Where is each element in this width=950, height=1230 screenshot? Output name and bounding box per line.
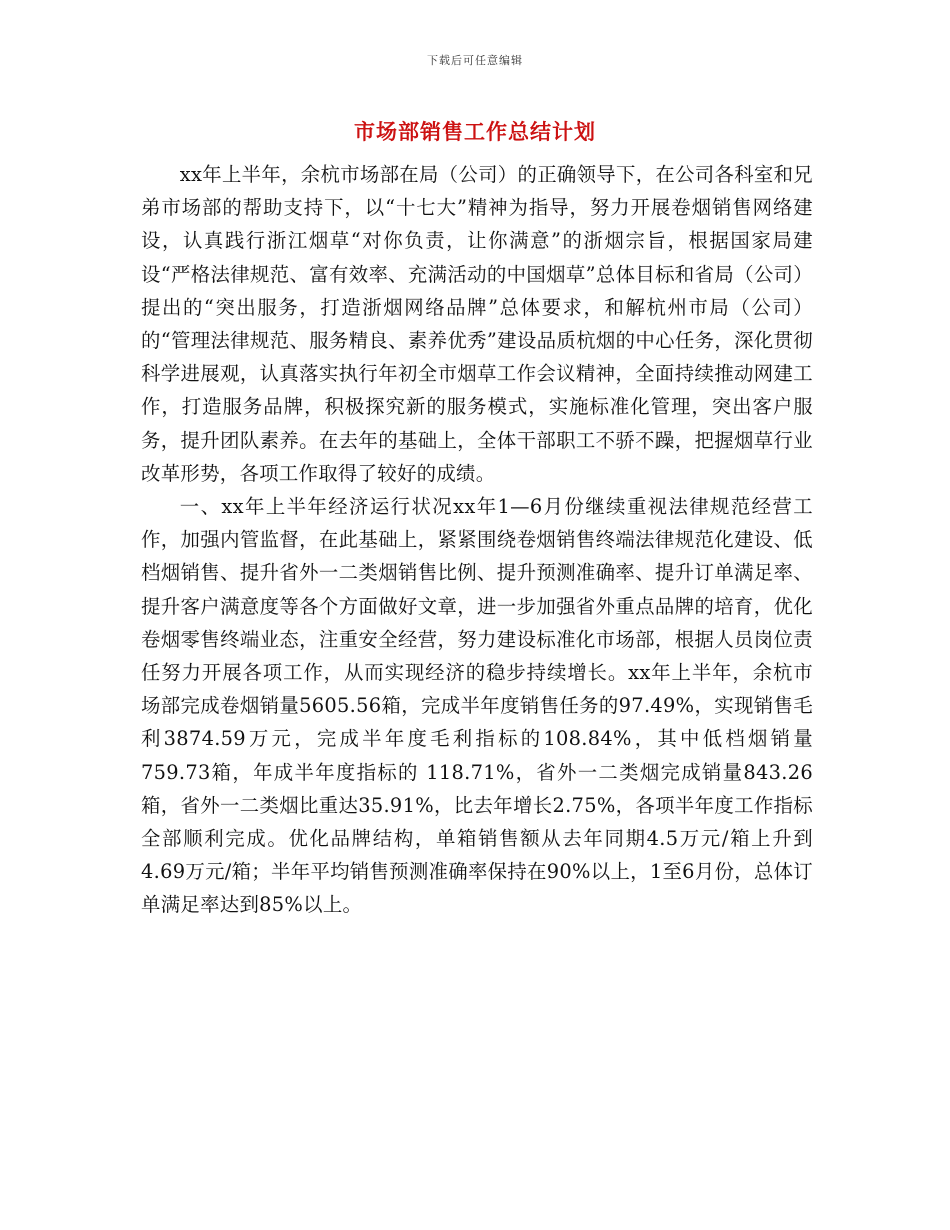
header-note: 下载后可任意编辑: [427, 54, 523, 67]
document-title: 市场部销售工作总结计划: [354, 120, 596, 144]
paragraph-economic-status: 一、xx年上半年经济运行状况xx年1—6月份继续重视法律规范经营工作，加强内管监督，在此基础上，紧紧围绕卷烟销售终端法律规范化建设、低档烟销售、提升省外一二类烟销售比例、提升预测准确率、提升订单满足率、提升客户满意度等各个方面做好文章，进一步加强省外重点品牌的培育，优化卷烟零售终端业态，注重安全经营，努力建设标准化市场部，根据人员岗位责任努力开展各项工作，从而实现经济的稳步持续增长。xx年上半年，余杭市场部完成卷烟销量5605.56箱，完成半年度销售任务的97.49%，实现销售毛利3874.59万元，完成半年度毛利指标的108.84%，其中低档烟销量759.73箱，年成半年度指标的 118.71%，省外一二类烟完成销量843.26箱，省外一二类烟比重达35.91%，比去年增长2.75%，各项半年度工作指标全部顺利完成。优化品牌结构，单箱销售额从去年同期4.5万元/箱上升到4.69万元/箱；半年平均销售预测准确率保持在90%以上，1至6月份，总体订单满足率达到85%以上。: [141, 495, 813, 917]
paragraph-intro: xx年上半年，余杭市场部在局（公司）的正确领导下，在公司各科室和兄弟市场部的帮助支持下，以“十七大”精神为指导，努力开展卷烟销售网络建设，认真践行浙江烟草“对你负责，让你满意”的浙烟宗旨，根据国家局建设“严格法律规范、富有效率、充满活动的中国烟草”总体目标和省局（公司）提出的“突出服务，打造浙烟网络品牌”总体要求，和解杭州市局（公司）的“管理法律规范、服务精良、素养优秀”建设品质杭烟的中心任务，深化贯彻科学进展观，认真落实执行年初全市烟草工作会议精神，全面持续推动网建工作，打造服务品牌，积极探究新的服务模式，实施标准化管理，突出客户服务，提升团队素养。在去年的基础上，全体干部职工不骄不躁，把握烟草行业改革形势，各项工作取得了较好的成绩。: [141, 163, 813, 485]
document-body: [141, 158, 813, 922]
